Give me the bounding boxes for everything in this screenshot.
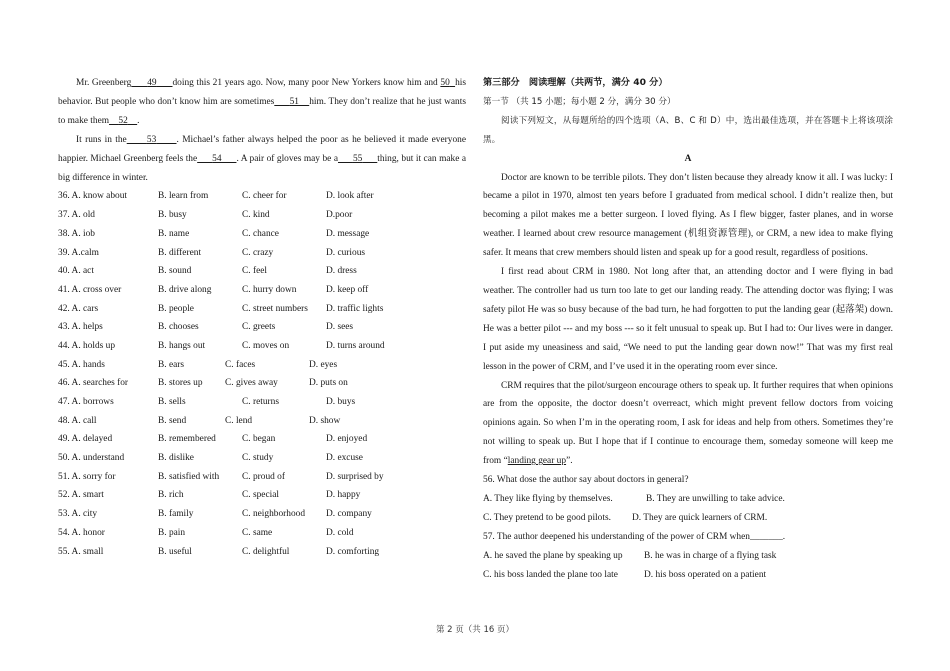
option-d: D. sees [326,322,354,333]
blank-49: 49 [147,78,157,88]
question-56: 56. What dose the author say about doctors in general? [483,475,689,486]
blank-51: 51 [289,96,299,107]
option-b: B. ears [158,359,185,370]
option-a: 44. A. holds up [58,340,116,351]
section-title: 第一节 （共 15 小题；每小题 2 分，满分 30 分） [483,96,676,107]
question-56-options-row-1 [483,490,893,509]
cloze-option-row [58,430,466,449]
option-c: C. lend [225,415,253,426]
question-57-options-row-1 [483,547,893,566]
option-d: D. surprised by [326,471,384,482]
option-a: 52. A. smart [58,490,104,501]
option-b: B. family [158,509,194,520]
option-d: D. comforting [326,546,380,557]
option-c: C. special [242,490,279,501]
option-57-c: C. his boss landed the plane too late [483,569,618,580]
option-a: 41. A. cross over [58,284,122,295]
option-b: B. name [158,228,190,239]
cloze-text: thing, but it can make a big difference in winter. [58,153,467,183]
option-d: D.poor [326,210,353,221]
option-a: 42. A. cars [58,303,99,314]
cloze-paragraph-2 [58,131,466,188]
option-56-c: C. They pretend to be good pilots. [483,512,611,523]
option-a: 40. A. act [58,266,94,277]
option-d: D. message [326,228,370,239]
cloze-option-row [58,281,466,300]
cloze-text: . A pair of gloves may be a [236,153,338,164]
cloze-option-row [58,356,466,375]
option-d: D. keep off [326,284,369,295]
option-b: B. pain [158,527,186,538]
option-a: 38. A. iob [58,228,95,239]
cloze-option-row [58,468,466,487]
option-d: D. happy [326,490,361,501]
option-b: B. remembered [158,434,216,445]
option-b: B. useful [158,546,192,557]
option-57-d: D. his boss operated on a patient [644,569,767,580]
option-d: D. traffic lights [326,303,384,314]
option-c: C. returns [242,397,279,407]
part-title: 第三部分 阅读理解（共两节，满分 40 分） [483,77,668,88]
left-column [58,74,466,561]
option-57-a: A. he saved the plane by speaking up [483,550,623,561]
option-a: 53. A. city [58,509,98,520]
reading-paragraph-2: I first read about CRM in 1980. Not long after that, an attending doctor and I were flying in bad weather. The controller had us turn too late to get our landing ready. The attending doctor was flying; I was safety pilot He was so busy because of the bad turn, he had forgotten to put the landing gear (起落架) down. He was a better pilot --- and my boss --- so it felt unusual to speak up. But I had to: Our lives were in danger. I put aside my uneasiness and said, “We need to put the landing gear down now!” That was my first real lesson in the power of CRM, and I’ve used it in the operating room ever since. [483,267,893,372]
option-a: 50. A. understand [58,453,125,464]
option-a: 46. A. searches for [58,378,129,389]
option-d: D. company [326,509,372,520]
option-d: D. dress [326,266,357,277]
option-56-d: D. They are quick learners of CRM. [632,512,768,523]
option-c: C. proud of [242,471,285,482]
cloze-text: Mr. Greenberg [76,78,132,88]
cloze-option-row [58,524,466,543]
cloze-text: It runs in the [76,134,127,145]
option-c: C. greets [242,322,276,333]
cloze-option-row [58,412,466,431]
option-b: B. stores up [158,378,203,389]
option-a: 54. A. honor [58,527,105,538]
option-a: 43. A. helps [58,322,103,333]
cloze-option-row [58,337,466,356]
option-c: C. crazy [242,247,274,258]
option-b: B. chooses [158,322,199,333]
cloze-option-row [58,505,466,524]
cloze-paragraph-1: Mr. Greenberg 49 doing this 21 years ago. Now, many poor New Yorkers know him and 50 his behavior. But people who don’t know him are sometimes 51 him. They don’t realize that he just wants to make them 52 . [58,78,467,126]
option-a: 37. A. old [58,210,95,221]
option-d: D. puts on [309,378,348,389]
blank-52: 52 [118,115,128,126]
option-b: B. busy [158,210,187,221]
option-a: 47. A. borrows [58,397,114,407]
option-c: C. kind [242,210,270,221]
cloze-text: him. They don’t realize that he just wants to make them [58,96,467,126]
option-56-b: B. They are unwilling to take advice. [646,493,785,504]
cloze-option-row [58,262,466,281]
option-c: C. faces [225,359,256,370]
option-b: B. drive along [158,284,212,295]
option-b: B. sound [158,266,192,277]
blank-53: 53 [146,134,157,145]
option-b: B. learn from [158,191,209,202]
option-a: 48. A. call [58,415,97,426]
option-c: C. feel [242,266,267,277]
option-a: 36. A. know about [58,191,128,202]
option-c: C. study [242,453,274,464]
option-c: C. moves on [242,340,290,351]
page-footer: 第 2 页（共 16 页） [435,625,515,635]
option-c: C. cheer for [242,191,287,202]
question-57-options-row-2 [483,566,893,585]
option-d: D. cold [326,527,354,538]
option-c: C. chance [242,228,279,239]
option-b: B. rich [158,490,184,501]
option-b: B. dislike [158,453,194,464]
option-c: C. began [242,434,276,445]
cloze-option-row [58,486,466,505]
option-a: 45. A. hands [58,359,105,370]
cloze-options-list [58,187,466,561]
cloze-option-row [58,374,466,393]
reading-paragraph-1: Doctor are known to be terrible pilots. They don’t listen because they already know it all. I was lucky: I became a pilot in 1970, almost ten years before I graduated from medical school. I didn’t realize then, but becoming a pilot makes me a better surgeon. I loved flying. As I flew bigger, faster planes, and in worse weather. I learned about crew resource management (机组资源管理), or CRM, a new idea to make flying safer. It means that crew members should listen and speak up for a good result, regardless of positions. [483,172,893,259]
option-b: B. satisfied with [158,471,220,482]
option-d: D. excuse [326,453,363,464]
cloze-option-row [58,187,466,206]
option-d: D. look after [326,191,374,202]
option-a: 55. A. small [58,546,104,557]
blank-55: 55 [352,153,363,164]
option-c: C. street numbers [242,303,308,314]
option-56-a: A. They like flying by themselves. [483,493,613,504]
cloze-option-row [58,318,466,337]
option-d: D. enjoyed [326,434,368,445]
passage-label: A [684,153,692,164]
cloze-option-row [58,393,466,412]
cloze-option-row [58,300,466,319]
option-b: B. people [158,303,194,314]
option-b: B. hangs out [158,340,206,351]
question-56-options-row-2 [483,509,893,528]
blank-54: 54 [212,153,222,164]
option-c: C. same [242,527,273,538]
option-d: D. buys [326,397,356,407]
option-d: D. show [309,415,341,426]
right-column [483,74,893,584]
option-c: C. gives away [225,378,278,389]
cloze-option-row [58,449,466,468]
reading-paragraph-3: CRM requires that the pilot/surgeon encourage others to speak up. It further requires that when opinions are from the opposite, the doctor doesn’t overreact, which might prevent fellow doctors from voicing opinions again. So when I’m in the operating room, I ask for ideas and help from others. Sometimes they’re not willing to speak up. But I hope that if I continue to encourage them, someday someone will keep me from “landing gear up”. [483,380,893,467]
option-c: C. delightful [242,546,290,557]
option-b: B. send [158,415,187,426]
option-c: C. neighborhood [242,509,306,520]
option-d: D. curious [326,247,366,258]
instructions: 阅读下列短文，从每题所给的四个选项（A、B、C 和 D）中，选出最佳选项，并在答题卡上将该项涂黑。 [483,115,893,145]
option-c: C. hurry down [242,284,297,295]
cloze-option-row [58,225,466,244]
cloze-option-row [58,543,466,562]
cloze-text: . Michael’s father always helped the poor as he believed it made everyone happier. Michael Greenberg feels the [58,134,466,164]
cloze-text: his behavior. But people who don’t know him are sometimes [58,78,467,107]
cloze-text: doing this 21 years ago. Now, many poor New Yorkers know him and [172,78,438,88]
cloze-option-row [58,206,466,225]
blank-50: 50 [440,78,450,88]
option-d: D. turns around [326,340,385,351]
cloze-option-row [58,244,466,263]
option-b: B. different [158,247,202,258]
option-a: 49. A. delayed [58,434,113,445]
option-a: 51. A. sorry for [58,471,116,482]
option-57-b: B. he was in charge of a flying task [644,550,777,561]
option-d: D. eyes [309,359,338,370]
option-b: B. sells [158,397,186,407]
underlined-phrase: landing gear up [507,456,567,467]
question-57: 57. The author deepened his understanding of the power of CRM when_______. [483,531,786,542]
option-a: 39. A.calm [58,247,99,258]
